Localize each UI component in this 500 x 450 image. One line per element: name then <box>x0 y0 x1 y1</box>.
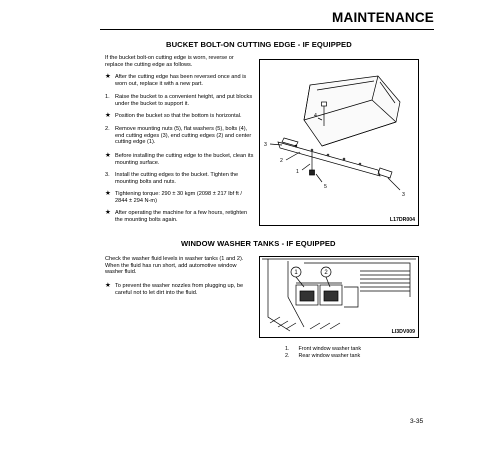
page-number: 3-35 <box>410 418 424 425</box>
callout-3-right: 3 <box>402 192 405 198</box>
legend-number: 2. <box>285 353 290 359</box>
callout-2: 2 <box>280 158 283 164</box>
star-icon: ★ <box>105 190 111 197</box>
callout-5: 5 <box>324 184 327 190</box>
page-title: MAINTENANCE <box>332 10 434 25</box>
cutting-edge-item <box>105 191 255 204</box>
cutting-edge-figure <box>259 59 419 226</box>
item-text: Before installing the cutting edge to the bucket, clean its mounting surface. <box>115 153 254 166</box>
item-text: Position the bucket so that the bottom is horizontal. <box>115 113 242 119</box>
item-text: After the cutting edge has been reversed once and is worn out, replace it with a new part. <box>115 74 247 87</box>
washer-callout-1: 1 <box>294 270 298 277</box>
figure-label: L17DR004 <box>389 217 415 223</box>
item-text: Raise the bucket to a convenient height, and put blocks under the bucket to support it. <box>115 94 253 107</box>
item-text: Tightening torque: 290 ± 30 kgm (2098 ± 217 lbf ft / 2844 ± 294 N-m) <box>115 191 242 204</box>
cutting-edge-step <box>105 172 255 185</box>
legend-text: Rear window washer tank <box>298 353 361 359</box>
callout-3-left: 3 <box>264 142 267 148</box>
washer-intro: Check the washer fluid levels in washer tanks (1 and 2). When the fluid has run short, add automotive window washer fluid. <box>105 256 244 276</box>
star-icon: ★ <box>105 282 111 289</box>
cutting-edge-intro: If the bucket bolt-on cutting edge is worn, reverse or replace the cutting edge as follows. <box>105 55 234 68</box>
step-number: 2. <box>105 126 110 132</box>
legend-number: 1. <box>285 346 290 352</box>
item-text: Install the cutting edges to the bucket. Tighten the mounting bolts and nuts. <box>115 172 239 185</box>
callout-4: 4 <box>314 113 317 119</box>
cutting-edge-step <box>105 94 255 107</box>
washer-legend-item <box>285 353 360 360</box>
item-text: After operating the machine for a few hours, retighten the mounting bolts again. <box>115 210 248 223</box>
cutting-edge-step <box>105 126 255 146</box>
cutting-edge-item <box>105 210 255 223</box>
section-title-washer-tanks: WINDOW WASHER TANKS - IF EQUIPPED <box>181 239 336 248</box>
bucket-cutting-edge-illustration <box>260 60 418 225</box>
cutting-edge-item <box>105 153 255 166</box>
washer-item <box>105 283 255 296</box>
step-number: 3. <box>105 172 110 178</box>
callout-1: 1 <box>296 169 299 175</box>
item-text: To prevent the washer nozzles from plugging up, be careful not to let dirt into the fluid. <box>115 283 244 296</box>
cutting-edge-item <box>105 113 255 120</box>
washer-legend-item <box>285 346 361 353</box>
figure-label: LI3DV009 <box>391 329 415 335</box>
star-icon: ★ <box>105 73 111 80</box>
star-icon: ★ <box>105 209 111 216</box>
header-rule <box>100 29 434 30</box>
cutting-edge-item <box>105 74 255 87</box>
step-number: 1. <box>105 94 110 100</box>
washer-callout-2: 2 <box>324 270 328 277</box>
washer-tanks-figure <box>259 256 419 338</box>
legend-text: Front window washer tank <box>298 346 362 352</box>
item-text: Remove mounting nuts (5), flat washers (5), bolts (4), end cutting edges (3), end cutting edges (2) and center cutting edge (1). <box>115 126 252 146</box>
star-icon: ★ <box>105 112 111 119</box>
washer-tanks-illustration <box>260 257 418 337</box>
section-title-cutting-edge: BUCKET BOLT-ON CUTTING EDGE - IF EQUIPPED <box>166 40 352 49</box>
star-icon: ★ <box>105 152 111 159</box>
